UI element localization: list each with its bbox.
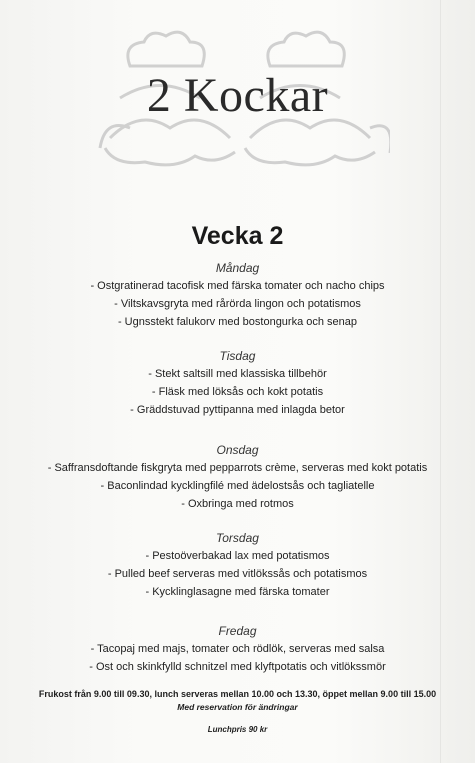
dish-item: - Pulled beef serveras med vitlökssås och potatismos xyxy=(107,568,368,580)
dish-item: - Kycklinglasagne med färska tomater xyxy=(145,586,330,598)
footer xyxy=(0,688,475,736)
day-name: Måndag xyxy=(215,261,260,275)
dish-item: - Oxbringa med rotmos xyxy=(181,498,294,510)
day-section-monday xyxy=(0,259,475,331)
reservation-note: Med reservation för ändringar xyxy=(177,702,298,712)
day-section-wednesday xyxy=(0,441,475,513)
day-name: Torsdag xyxy=(216,531,259,545)
dish-item: - Tacopaj med majs, tomater och rödlök, serveras med salsa xyxy=(90,643,385,655)
day-section-thursday xyxy=(0,529,475,601)
dish-item: - Saffransdoftande fiskgryta med pepparrots crème, serveras med kokt potatis xyxy=(47,462,428,474)
dish-item: - Ostgratinerad tacofisk med färska tomater och nacho chips xyxy=(90,280,385,292)
dish-item: - Pestoöverbakad lax med potatismos xyxy=(145,550,330,562)
dish-item: - Ugnsstekt falukorv med bostongurka och senap xyxy=(117,316,358,328)
dish-item: - Ost och skinkfylld schnitzel med klyftpotatis och vitlökssmör xyxy=(89,661,386,673)
dish-item: - Baconlindad kycklingfilé med ädelostsås och tagliatelle xyxy=(100,480,375,492)
day-section-tuesday xyxy=(0,347,475,419)
lunch-price: Lunchpris 90 kr xyxy=(207,725,268,734)
restaurant-name: 2 Kockar xyxy=(146,69,329,122)
dish-item: - Viltskavsgryta med rårörda lingon och potatismos xyxy=(114,298,361,310)
dish-item: - Stekt saltsill med klassiska tillbehör xyxy=(148,368,327,380)
day-name: Fredag xyxy=(218,624,257,638)
day-name: Onsdag xyxy=(216,443,259,457)
day-name: Tisdag xyxy=(219,349,256,363)
opening-hours: Frukost från 9.00 till 09.30, lunch serveras mellan 10.00 och 13.30, öppet mellan 9.00 till 15.00 xyxy=(38,689,437,699)
week-heading: Vecka 2 xyxy=(191,222,284,250)
dish-item: - Fläsk med löksås och kokt potatis xyxy=(151,386,324,398)
day-section-friday xyxy=(0,622,475,676)
dish-item: - Gräddstuvad pyttipanna med inlagda betor xyxy=(130,404,345,416)
